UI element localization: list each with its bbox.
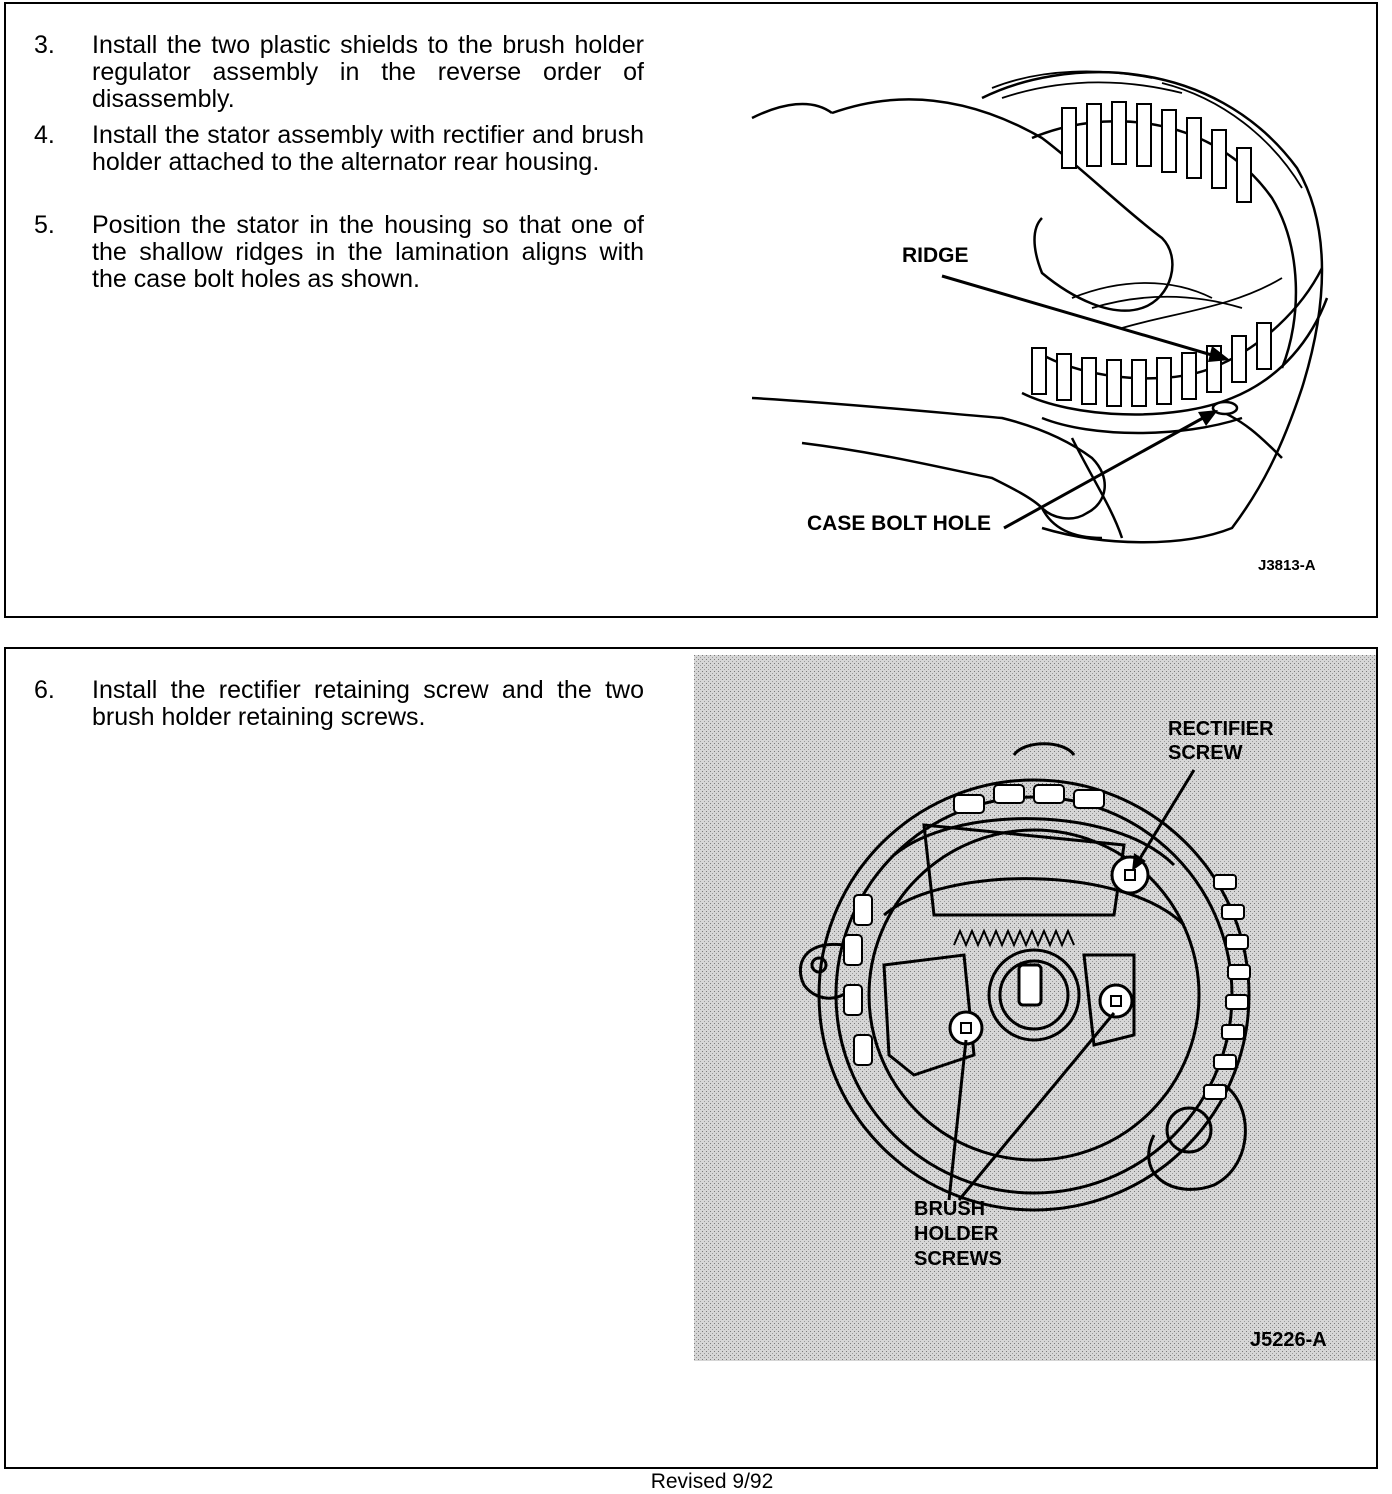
brush-holder-screw-left — [950, 1012, 982, 1044]
case-bolt-hole-label: CASE BOLT HOLE — [807, 512, 991, 535]
rectifier-label-line-2: SCREW — [1168, 742, 1243, 764]
ridge-label: RIDGE — [902, 244, 969, 267]
stator-housing-illustration — [742, 58, 1342, 558]
brush-label-line-1: BRUSH — [914, 1198, 986, 1220]
step-number: 3. — [34, 31, 55, 59]
step-number: 6. — [34, 676, 55, 704]
step-text: Install the stator assembly with rectifier and brush holder attached to the alternator rear housing. — [92, 121, 644, 176]
brush-label-line-2: HOLDER — [914, 1223, 999, 1245]
step-number: 4. — [34, 121, 55, 149]
shaded-figure-background — [694, 655, 1376, 1361]
revision-text: Revised 9/92 — [650, 1470, 774, 1493]
step-text: Position the stator in the housing so that one of the shallow ridges in the lamination aligns with the case bolt holes as shown. — [92, 211, 644, 293]
step-text: Install the rectifier retaining screw and the two brush holder retaining screws. — [92, 676, 644, 731]
procedure-panel-1 — [4, 2, 1378, 618]
ridge-leader-line — [942, 276, 1222, 358]
step-number: 5. — [34, 211, 55, 239]
alternator-rear-view-illustration — [694, 655, 1376, 1361]
brush-holder-screw-right — [1100, 985, 1132, 1017]
case-bolt-hole-leader-line — [1004, 413, 1212, 528]
step-text: Install the two plastic shields to the brush holder regulator assembly in the reverse order of disassembly. — [92, 31, 644, 113]
brush-label-line-3: SCREWS — [914, 1248, 1002, 1270]
page-footer — [0, 1470, 1392, 1494]
figure-id-label: J3813-A — [1258, 557, 1316, 574]
procedure-panel-2 — [4, 647, 1378, 1469]
brush-holder-screws-label — [914, 1197, 1002, 1272]
rectifier-label-line-1: RECTIFIER — [1168, 718, 1274, 740]
rectifier-screw-label — [1168, 717, 1274, 765]
case-bolt-hole — [1213, 402, 1237, 414]
figure-id-label: J5226-A — [1250, 1329, 1327, 1351]
